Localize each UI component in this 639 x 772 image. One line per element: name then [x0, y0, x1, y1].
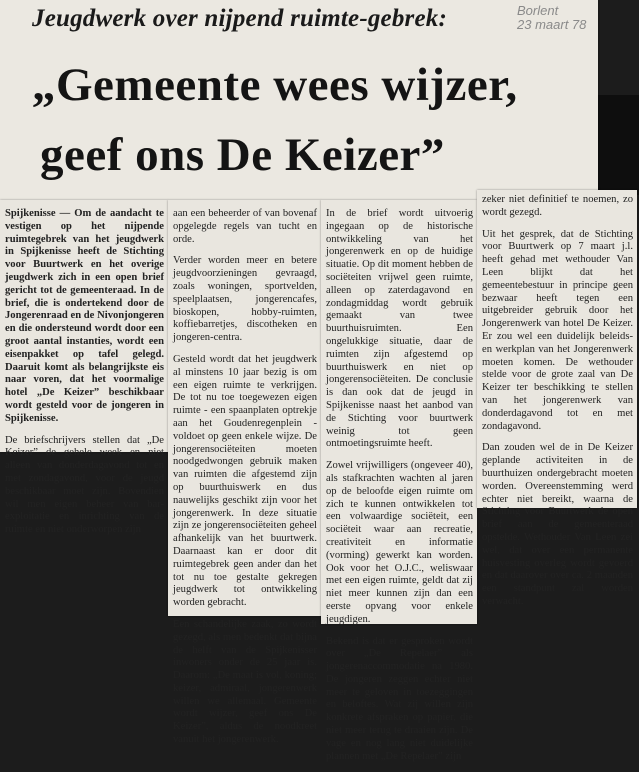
paragraph: Zowel vrijwilligers (ongeveer 40), als stafkrachten wachten al jaren op de beloofde eigen ruimte om zich te kunnen ontwikkelen tot een volwaardige sociëteit, een sociëteit waar aan recreatie, creativiteit en informatie (vorming) gewerkt kan worden. Ook voor het O.J.C., weliswaar met een eigen ruimte, geldt dat zij niet meer kunnen zijn dan een eerste opvang voor enkele jeugdigen.	[326, 460, 473, 625]
paragraph: Gesteld wordt dat het jeugdwerk al minstens 10 jaar bezig is om een eigen ruimte te verkrijgen. De tot nu toe toegewezen eigen ruimte - een spaanplaten optrekje aan het Goudenregenplein - voldoet op geen enkele wijze. De jongerensociëteiten moeten noodgedwongen gebruik maken van ruimten die afgestemd zijn op buurthuiswerk en dus nauwelijks geschikt zijn voor het jongerenwerk. In deze situatie zijn ze jongerensociëteiten geheel afhankelijk van het buurtwerk. Daarnaast kan er door dit ruimtegebrek geen ander dan het tot nu toe gestalte gekregen jeugdwerk tot ontwikkeling worden gebracht.	[173, 353, 317, 609]
lead-paragraph	[5, 208, 164, 426]
paragraph: zeker niet definitief te noemen, zo wordt gezegd.	[482, 194, 633, 218]
paragraph: aan een beheerder of van bovenaf opgelegde regels van tucht en orde.	[173, 208, 317, 245]
background-shadow	[598, 95, 639, 195]
paragraph: Bekend is dat er gesproken wordt over „De Repelaer” als jongerenaccommodatie na 1980. De jongeren zeggen echter niet meer te geloven in toezeggingen en beloftes. Wat zij willen zijn konkrete afspraken op papier, die niet meer terug te draaien zijn. De vage en nog lang niet duidelijke plannen met „De Repelaer” zijn	[326, 635, 473, 762]
column-3	[321, 200, 477, 762]
column-4	[477, 190, 637, 607]
paragraph: Verder worden meer en betere jeugdvoorzieningen gevraagd, zoals woningen, sportvelden, speelplaatsen, jongerencafes, bioskopen, hobby-ruimten, koffiebarretjes, discotheken en jongeren-centra.	[173, 255, 317, 344]
kicker: Jeugdwerk over nijpend ruimte-gebrek:	[32, 5, 448, 32]
paragraph: De briefschrijvers stellen dat „De Keizer” de gehele week en niet alleen van donderdagavond tot en met zondagavond, voor de jeugd beschikbaar moet zijn. Bovendien wil men eigen beheer van bar-exploitatie en inrichting van de ruimte en niet onderworpen zijn	[5, 434, 164, 536]
header-clipping	[0, 0, 598, 200]
headline-line-2: geef ons De Keizer”	[40, 129, 445, 181]
headline-line-1: „Gemeente wees wijzer,	[32, 59, 518, 111]
lead-text: Spijkenisse — Om de aandacht te vestigen op het nijpende ruimtegebrek van het jeugdwerk in Spijkenisse heeft de Stichting voor Buurtwerk en het overige jeugdwerk zich in een open brief gericht tot de gemeenteraad. In de brief, die is ondertekend door de Jongerenraad en de Nivonjongeren en die ondersteund wordt door een groot aantal instanties, wordt een eisenpakket op tafel gelegd. Daaruit komt als belangrijkste eis naar voren, dat het voormalige hotel „De Keizer” beschikbaar wordt gesteld voor de jongeren in Spijkenisse.	[5, 208, 164, 424]
paragraph: In de brief wordt uitvoerig ingegaan op de historische ontwikkeling van het jongerenwerk en op de huidige situatie. Op dit moment hebben de sociëteiten vrijwel geen ruimte, alleen op zaterdagavond en zondagmiddag wordt gebruik gemaakt van twee buurthuisruimten. Een ongelukkige situatie, daar de ruimten zijn afgestemd op buurthuiswerk en niet op jongerensociëteiten. De conclusie is dan ook dat de jeugd in Spijkenisse naast het aanbod van de Stichting voor buurtwerk weinig tot geen ontmoetingsruimte heeft.	[326, 208, 473, 450]
paragraph: Uit het gesprek, dat de Stichting voor Buurtwerk op 7 maart j.l. heeft gehad met wethouder Van Leen blijkt dat het gemeentebestuur in principe geen bezwaar heeft tegen een uitgebreider gebruik door het Jongerenwerk van hotel De Keizer. Er zou wel een duidelijk beleids- en werkplan van het Jongerenwerk moeten komen. De wethouder stelde voor de grote zaal van De Keizer ter beschikking te stellen van het jongerenwerk van donderdagavond tot en met zondagavond.	[482, 228, 633, 432]
column-1	[0, 200, 168, 536]
paragraph: Dan zouden wel de in De Keizer geplande activiteiten in de buurthuizen ondergebracht moeten worden. Overeenstemming werd echter niet bereikt, waarna de Stichting voor Buurtwerk de open brief aan de gemeenteraad opstelde. Wethouder Van Leen zei wel, dat over een permanente huisvesting overleg wordt gevoerd en dat daarover over ca. 2 maanden een standpunt zal worden verwacht.	[482, 442, 633, 607]
column-2	[168, 200, 321, 746]
handwritten-date-note: Borlent 23 maart 78	[517, 3, 587, 32]
paragraph: Een schandelijke zaak, zo wordt gezegd, als men bedenkt dat bijna de helft van de Spijkenisser inwoners onder de 25 jaar is. Daarom: „De maat is vol, koning; keizer, admiraal, jongerenwerk willen we allemaal. Gemeente wordt wijzer, geef ons De Keizer”, aldus de noodkreet vanuit het jongerenwerk.	[173, 618, 317, 746]
